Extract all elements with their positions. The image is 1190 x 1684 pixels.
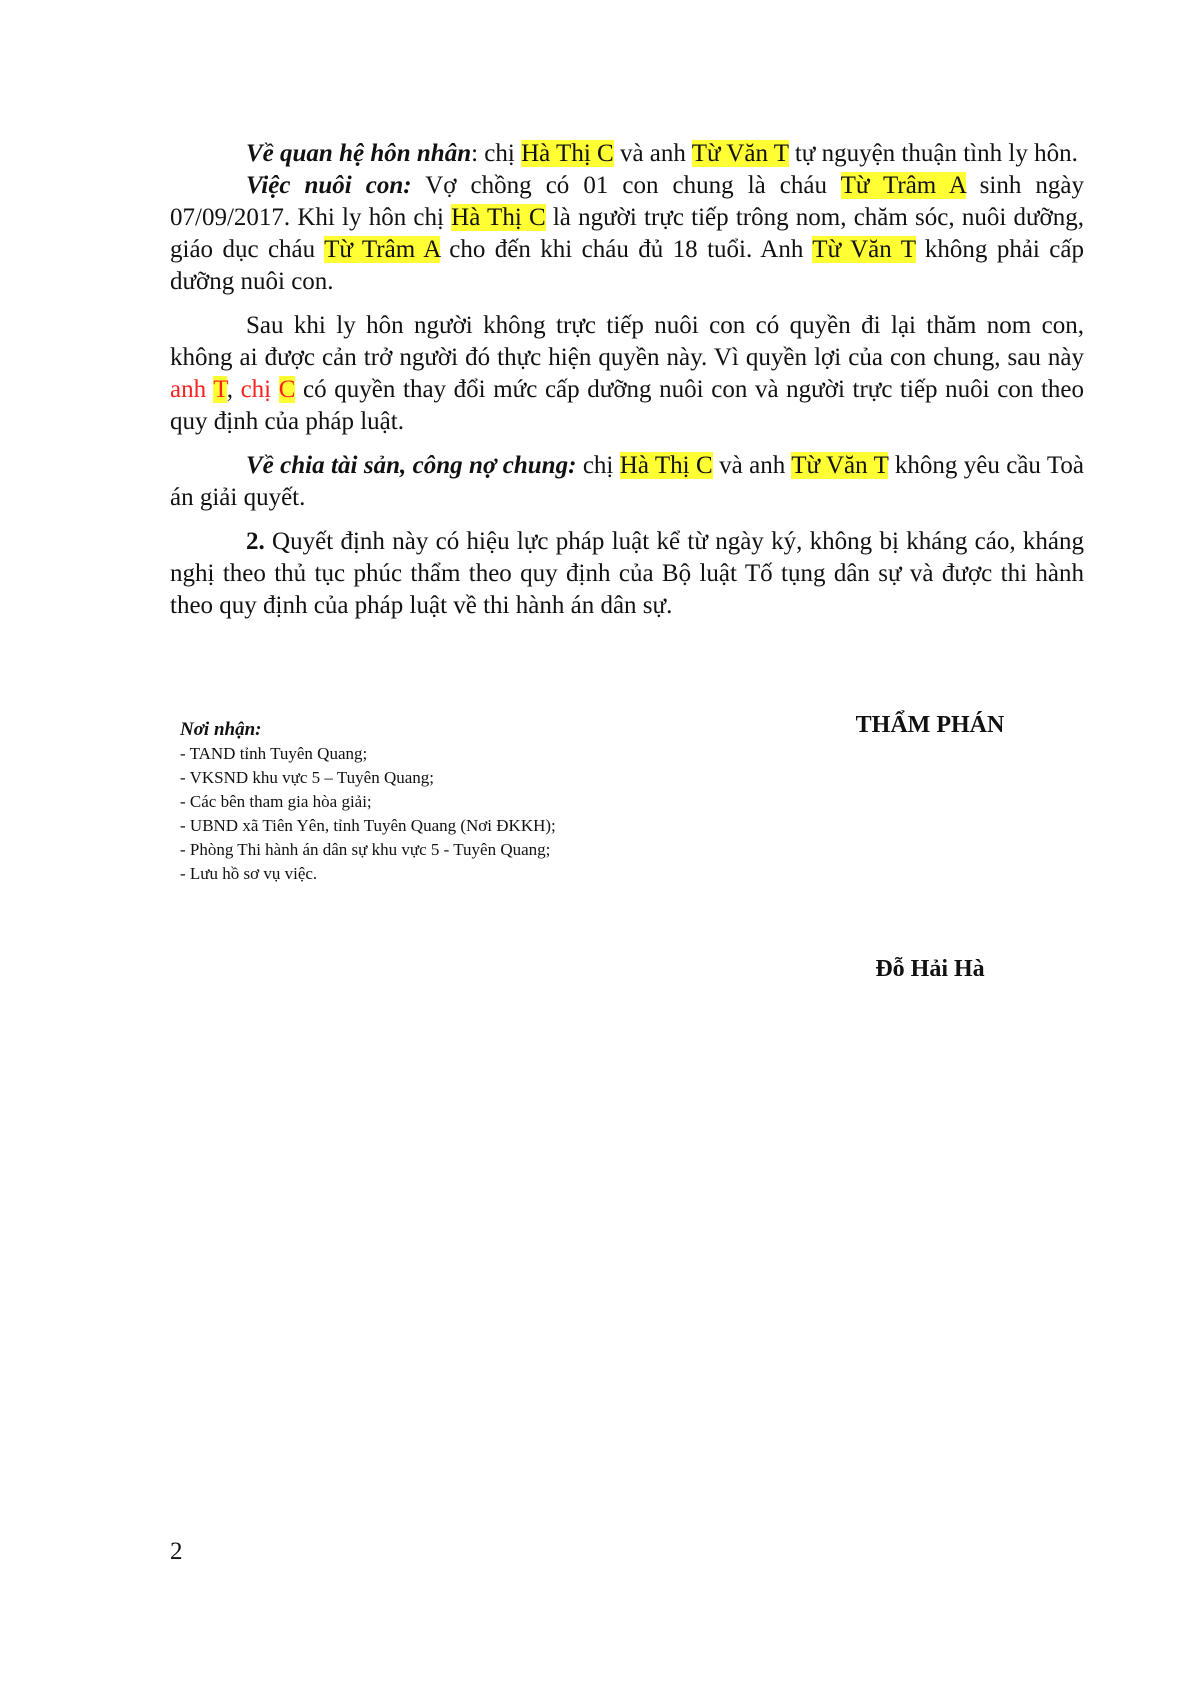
item-number: 2.: [246, 528, 265, 555]
text-segment: cho đến khi cháu đủ 18 tuổi. Anh: [439, 236, 813, 263]
text-segment: Sau khi ly hôn người không trực tiếp nuôi con có quyền đi lại thăm nom con, không ai được cản trở người đó thực hiện quyền này. Vì quyền lợi của con chung, sau này: [170, 312, 1084, 371]
text-segment: ,: [226, 376, 241, 403]
recipient-item: - VKSND khu vực 5 – Tuyên Quang;: [180, 768, 434, 787]
recipients-title: Nơi nhận:: [180, 719, 262, 740]
heading-child-custody: Việc nuôi con:: [246, 172, 412, 199]
text-segment: : chị: [471, 140, 522, 167]
highlight-husband-name: Từ Văn T: [812, 236, 916, 263]
text-segment: tự nguyện thuận tình ly hôn.: [788, 140, 1078, 167]
paragraph-marriage: [170, 138, 1084, 170]
text-segment: không phải cấp dưỡng nuôi con.: [170, 236, 1084, 295]
text-segment: Vợ chồng có 01 con chung là cháu: [411, 172, 841, 199]
paragraph-property-division: [170, 450, 1084, 514]
heading-property-division: Về chia tài sản, công nợ chung:: [246, 452, 577, 479]
text-segment: sinh ngày 07/09/2017. Khi ly hôn chị: [170, 172, 1084, 231]
judge-title: THẨM PHÁN: [855, 712, 1005, 738]
recipient-item: - Lưu hồ sơ vụ việc.: [180, 864, 318, 883]
highlight-child-name: Từ Trâm A: [840, 172, 966, 199]
red-text-chi: chị: [240, 376, 279, 403]
text-segment: là người trực tiếp trông nom, chăm sóc, nuôi dưỡng, giáo dục cháu: [170, 204, 1084, 263]
red-text-anh: anh: [170, 376, 214, 403]
text-segment: Quyết định này có hiệu lực pháp luật kể từ ngày ký, không bị kháng cáo, kháng nghị theo thủ tục phúc thẩm theo quy định của Bộ luật Tố tụng dân sự và được thi hành theo quy định của pháp luật về thi hành án dân sự.: [170, 528, 1084, 619]
recipients-block: [180, 718, 560, 886]
text-segment: và anh: [613, 140, 692, 167]
recipient-item: - Phòng Thi hành án dân sự khu vực 5 - Tuyên Quang;: [180, 840, 551, 859]
heading-marriage: Về quan hệ hôn nhân: [246, 140, 472, 167]
highlight-husband-name: Từ Văn T: [691, 140, 789, 167]
paragraph-effectiveness: [170, 526, 1084, 622]
highlight-husband-name: Từ Văn T: [791, 452, 889, 479]
text-segment: có quyền thay đổi mức cấp dưỡng nuôi con và người trực tiếp nuôi con theo quy định của pháp luật.: [170, 376, 1085, 435]
text-segment: và anh: [712, 452, 792, 479]
highlight-letter-t: T: [213, 376, 227, 403]
text-segment: chị: [576, 452, 620, 479]
paragraph-child-custody: [170, 170, 1084, 298]
recipient-item: - Các bên tham gia hòa giải;: [180, 792, 372, 811]
highlight-wife-name: Hà Thị C: [521, 140, 614, 167]
judge-name: Đỗ Hải Hà: [875, 956, 985, 982]
paragraph-visitation-rights: [170, 310, 1084, 438]
highlight-letter-c: C: [278, 376, 296, 403]
highlight-child-name: Từ Trâm A: [324, 236, 440, 263]
highlight-wife-name: Hà Thị C: [451, 204, 546, 231]
text-segment: không yêu cầu Toà án giải quyết.: [170, 452, 1085, 511]
page-number: 2: [170, 1538, 183, 1565]
recipient-item: - TAND tỉnh Tuyên Quang;: [180, 744, 368, 763]
decision-body: [170, 138, 1084, 622]
recipient-item: - UBND xã Tiên Yên, tỉnh Tuyên Quang (Nơi ĐKKH);: [180, 816, 556, 835]
highlight-wife-name: Hà Thị C: [619, 452, 713, 479]
